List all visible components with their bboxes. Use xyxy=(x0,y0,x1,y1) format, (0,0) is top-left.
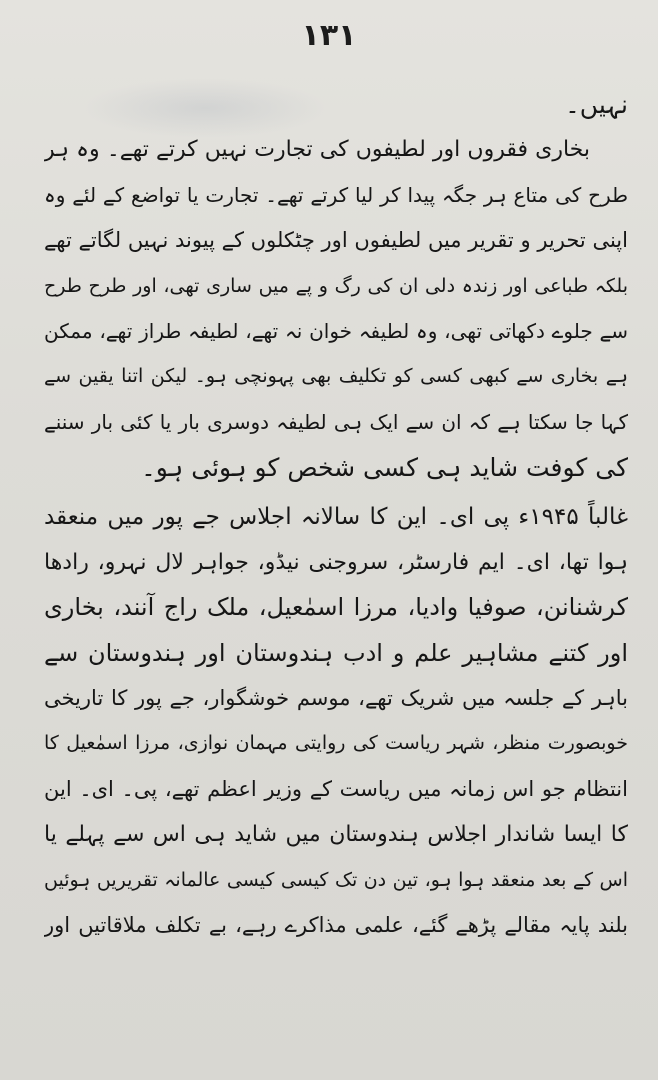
text-line: باہر کے جلسہ میں شریک تھے، موسم خوشگوار، جے پور کا تاریخی xyxy=(44,686,628,711)
text-line: کا ایسا شاندار اجلاس ہندوستان میں شاید ہی اس سے پہلے یا xyxy=(44,822,628,848)
text-line: اپنی تحریر و تقریر میں لطیفوں اور چٹکلوں کے پیوند نہیں لگاتے تھے xyxy=(44,228,628,253)
text-line: بلند پایہ مقالے پڑھے گئے، علمی مذاکرے رہے، بے تکلف ملاقاتیں اور xyxy=(44,913,628,938)
text-line: سے جلوے دکھاتی تھی، وہ لطیفہ خوان نہ تھے، لطیفہ طراز تھے، ممکن xyxy=(44,318,628,343)
text-line: اور کتنے مشاہیر علم و ادب ہندوستان اور ہندوستان سے xyxy=(44,638,628,667)
text-line: ہوا تھا، ای۔ ایم فارسٹر، سروجنی نیڈو، جواہر لال نہرو، رادھا xyxy=(44,549,628,575)
body-text xyxy=(44,82,628,948)
text-line: نہیں۔ xyxy=(565,90,628,119)
text-line: بلکہ طباعی اور زندہ دلی ان کی رگ و پے میں ساری تھی، اور طرح طرح xyxy=(44,274,628,297)
text-line: کی کوفت شاید ہی کسی شخص کو ہوئی ہو۔ xyxy=(141,453,628,483)
text-line: بخاری فقروں اور لطیفوں کی تجارت نہیں کرتے تھے۔ وہ ہر xyxy=(44,137,590,163)
text-line: اس کے بعد منعقد ہوا ہو، تین دن تک کیسی کیسی عالمانہ تقریریں ہوئیں xyxy=(44,868,628,891)
text-line: طرح کی متاع ہر جگہ پیدا کر لیا کرتے تھے۔ تجارت یا تواضع کے لئے وہ xyxy=(44,182,628,207)
text-line: کرشنانن، صوفیا وادیا، مرزا اسمٰعیل، ملک راج آنند، بخاری xyxy=(44,593,628,622)
text-line: کہا جا سکتا ہے کہ ان سے ایک ہی لطیفہ دوسری بار یا کئی بار سننے xyxy=(44,409,628,434)
text-line: انتظام جو اس زمانہ میں ریاست کے وزیر اعظم تھے، پی۔ ای۔ این xyxy=(44,776,628,801)
text-line: خوبصورت منظر، شہر ریاست کی روایتی مہمان نوازی، مرزا اسمٰعیل کا xyxy=(44,732,628,755)
text-line: ہے بخاری سے کبھی کسی کو تکلیف بھی پہونچی ہو۔ لیکن اتنا یقین سے xyxy=(44,365,628,388)
page-number: ۱۳۱ xyxy=(301,18,357,53)
text-line: غالباً ۱۹۴۵ء پی ای۔ این کا سالانہ اجلاس جے پور میں منعقد xyxy=(44,503,628,530)
